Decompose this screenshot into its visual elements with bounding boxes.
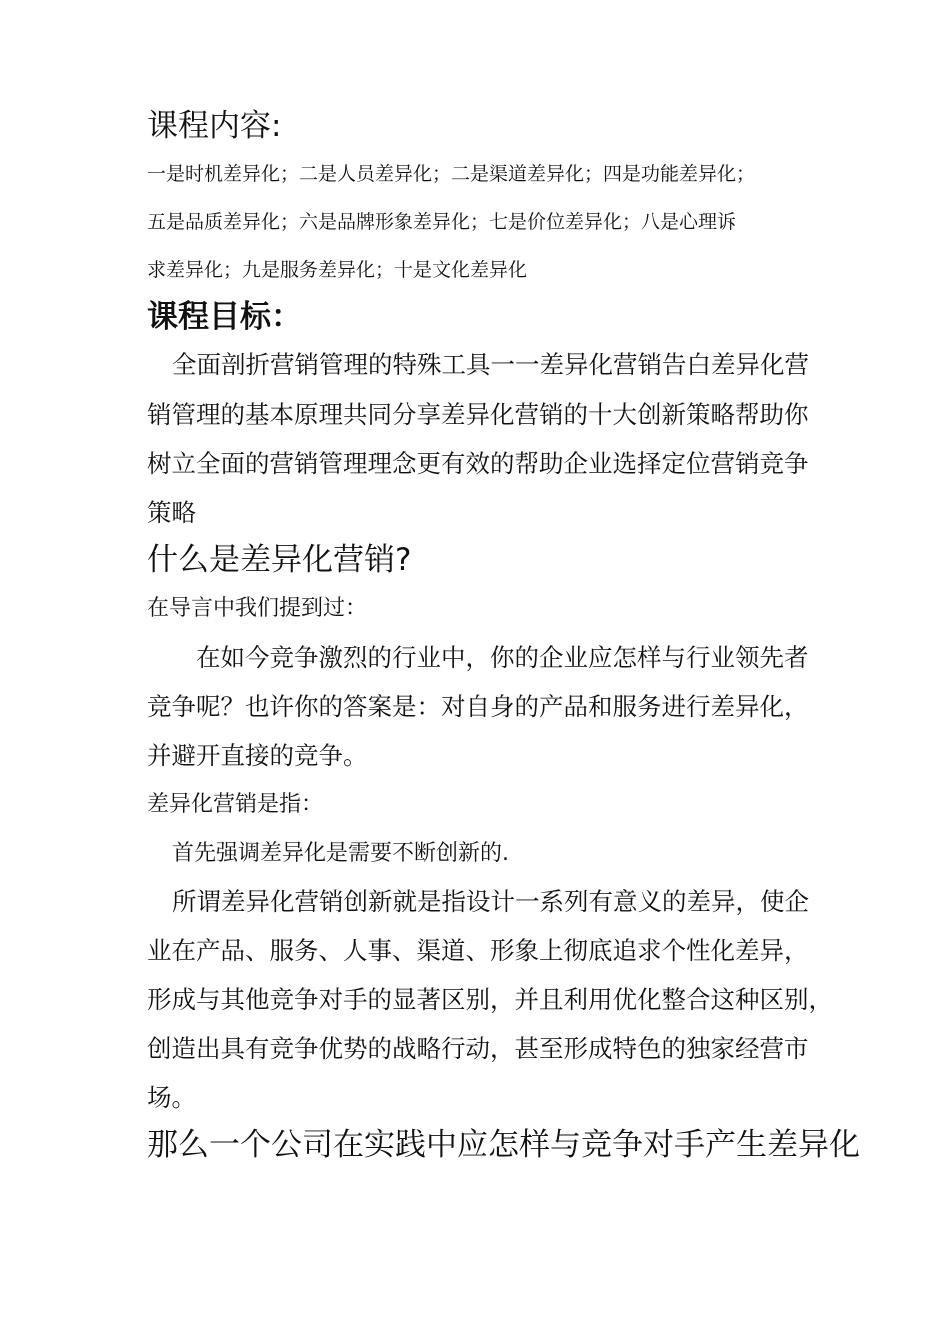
section-title-what-is-differentiation: 什么是差异化营销? xyxy=(147,542,412,578)
course-goal-line-1: 全面剖折营销管理的特殊工具一一差异化营销告白差异化营 xyxy=(172,350,809,379)
point-2-line-4: 创造出具有竞争优势的战略行动，甚至形成特色的独家经营市 xyxy=(147,1034,809,1063)
quote-line-1: 在如今竞争激烈的行业中，你的企业应怎样与行业领先者 xyxy=(196,643,809,672)
course-goal-line-3: 树立全面的营销管理理念更有效的帮助企业选择定位营销竞争 xyxy=(147,449,809,478)
course-content-line-2: 五是品质差异化；六是品牌形象差异化；七是价位差异化；八是心理诉 xyxy=(147,211,737,233)
section-title-course-content: 课程内容: xyxy=(147,108,282,144)
course-content-line-1: 一是时机差异化；二是人员差异化；二是渠道差异化；四是功能差异化； xyxy=(147,163,756,185)
course-goal-line-4: 策略 xyxy=(147,498,196,527)
course-content-line-3: 求差异化；九是服务差异化；十是文化差异化 xyxy=(147,259,528,281)
point-1: 首先强调差异化是需要不断创新的. xyxy=(172,841,509,866)
point-2-line-1: 所谓差异化营销创新就是指设计一系列有意义的差异，使企 xyxy=(172,887,809,916)
point-2-line-2: 业在产品、服务、人事、渠道、形象上彻底追求个性化差异， xyxy=(147,936,809,965)
quote-line-3: 并避开直接的竞争。 xyxy=(147,741,368,770)
section-title-course-goal: 课程目标： xyxy=(147,299,302,335)
point-2-line-3: 形成与其他竞争对手的显著区别，并且利用优化整合这种区别， xyxy=(147,985,833,1014)
point-2-line-5: 场。 xyxy=(147,1083,196,1112)
course-goal-line-2: 销管理的基本原理共同分享差异化营销的十大创新策略帮助你 xyxy=(147,400,809,429)
quote-line-2: 竞争呢？也许你的答案是：对自身的产品和服务进行差异化， xyxy=(147,692,809,721)
definition-label: 差异化营销是指： xyxy=(147,792,324,817)
section-title-how-to-differentiate: 那么一个公司在实践中应怎样与竞争对手产生差异化 xyxy=(147,1127,860,1163)
intro-line: 在导言中我们提到过： xyxy=(147,596,368,621)
